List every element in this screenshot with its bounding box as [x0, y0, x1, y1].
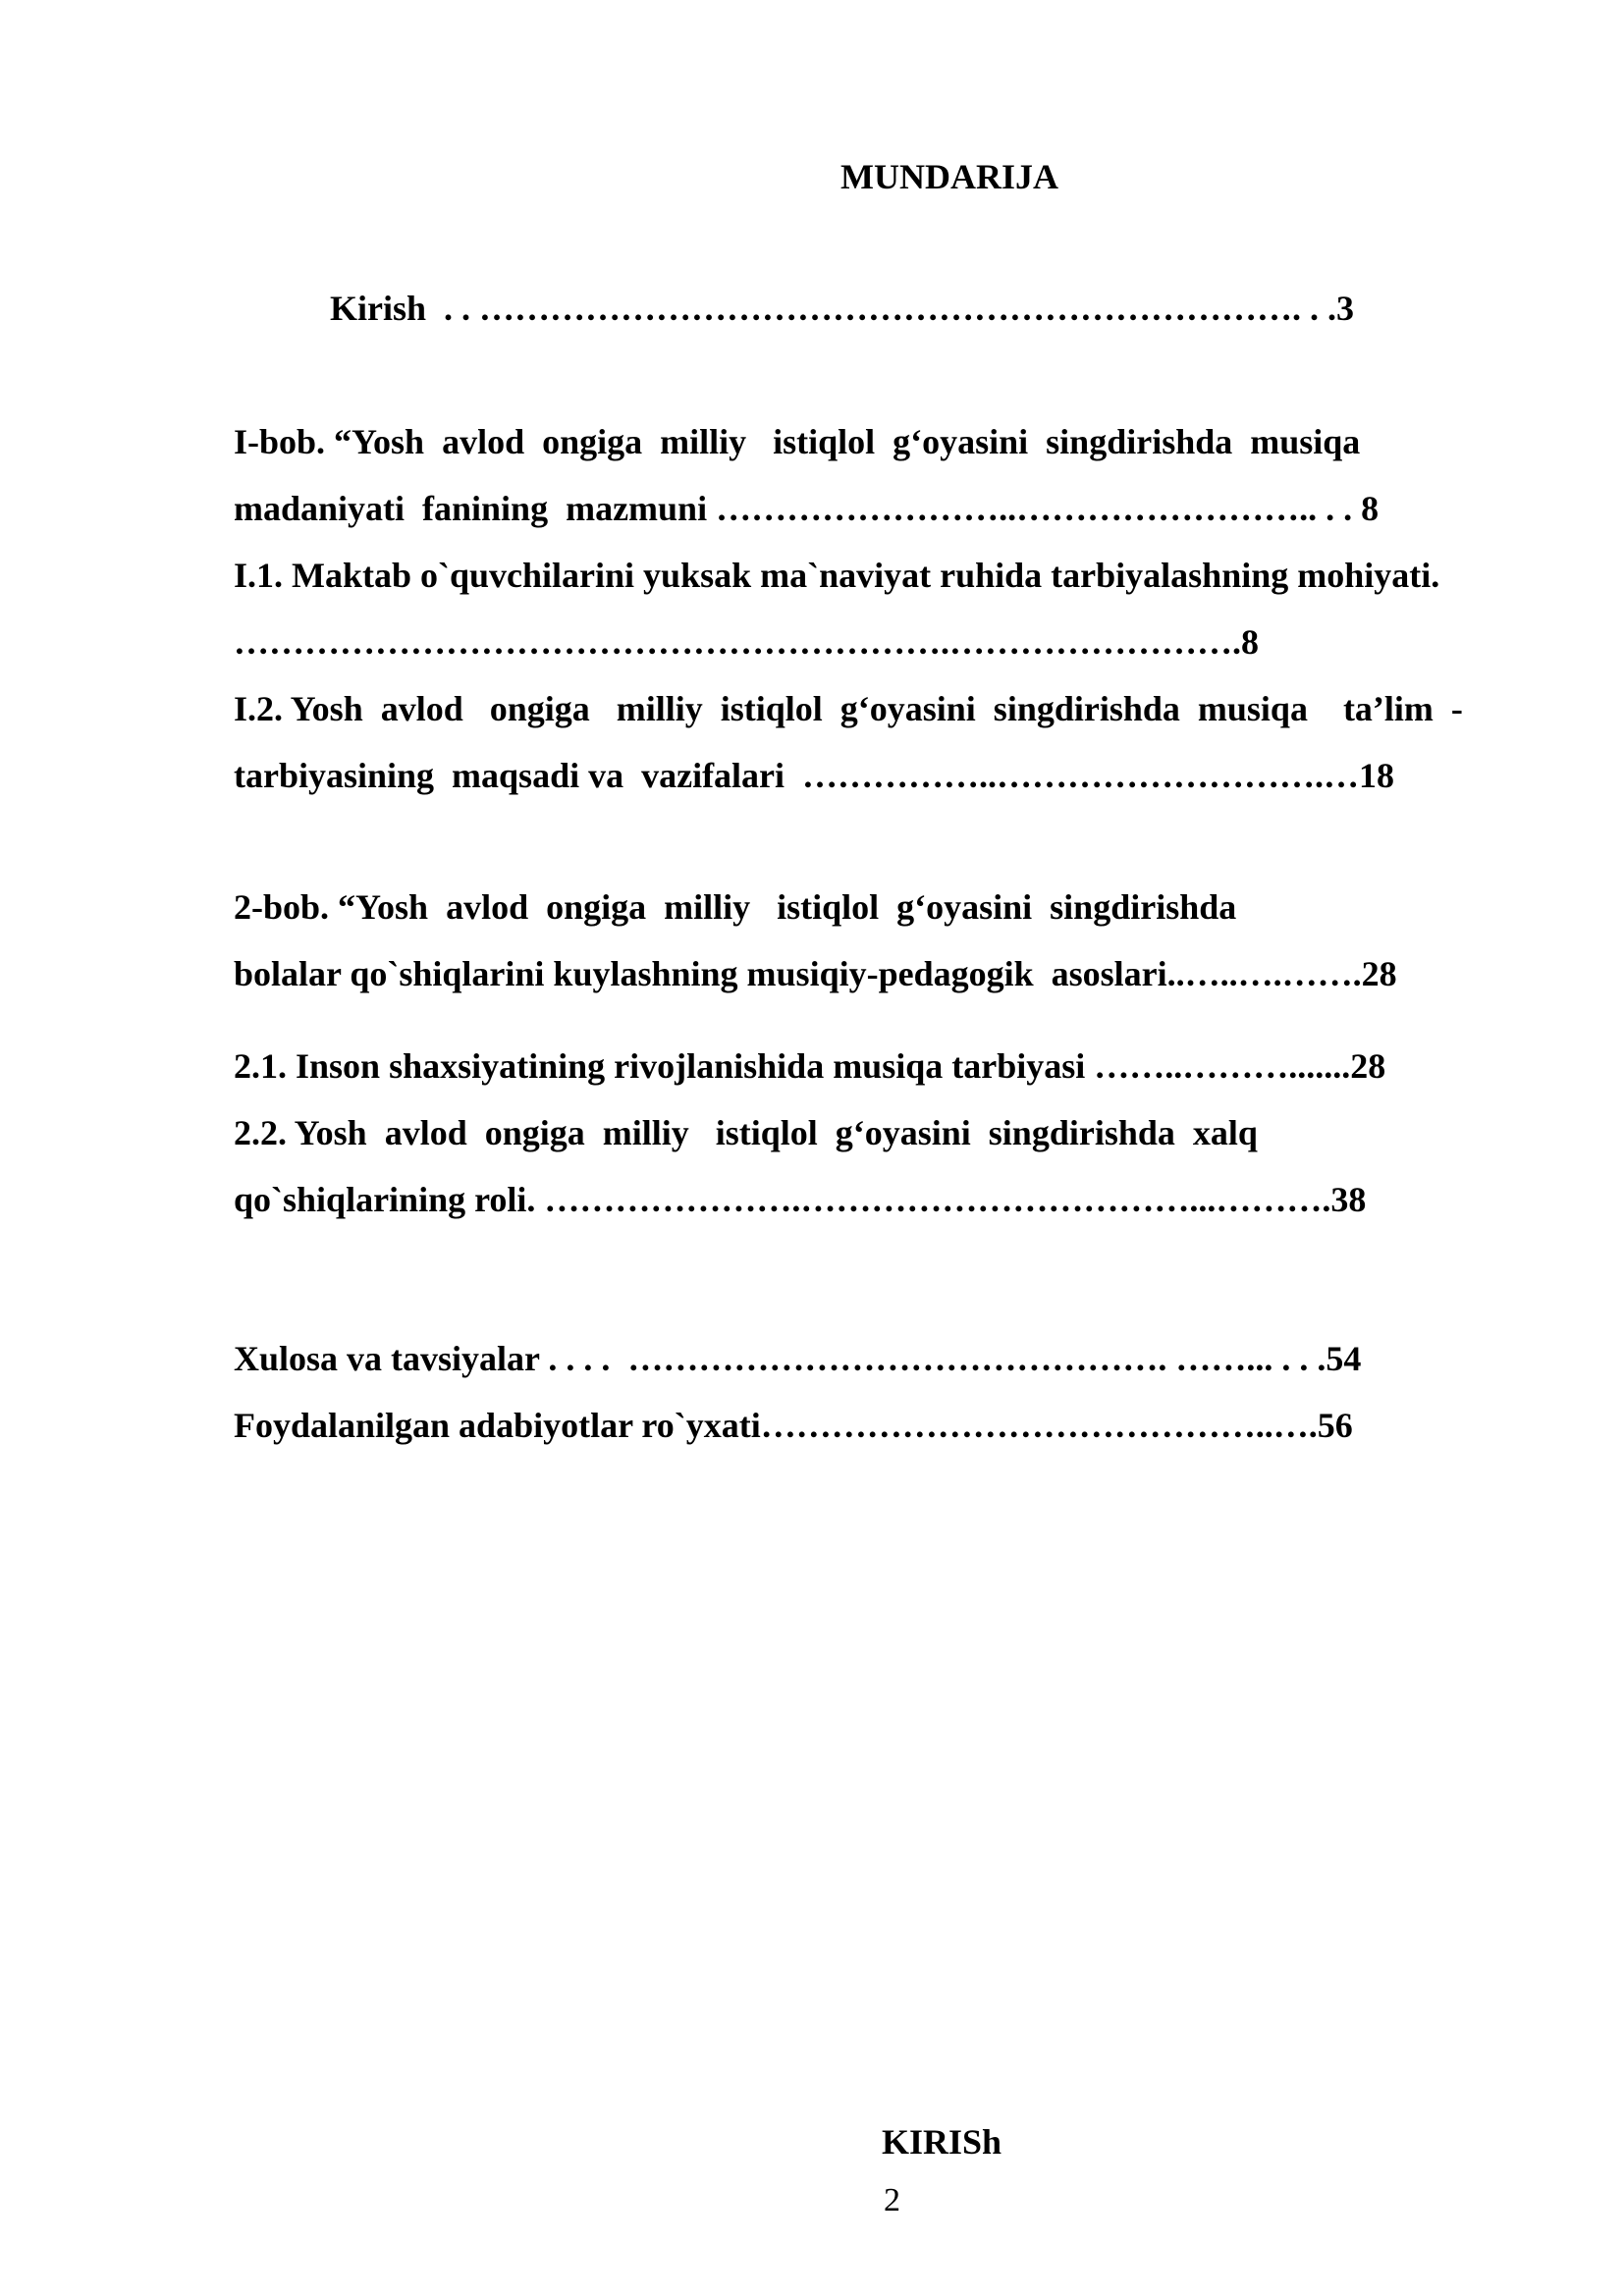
toc-entry-chapter-2-line-1: 2-bob. “Yosh avlod ongiga milliy istiqlol g‘oyasini singdirishda: [234, 887, 1237, 927]
toc-entry-section-1-2-line-1: I.2. Yosh avlod ongiga milliy istiqlol g‘oyasini singdirishda musiqa ta’lim -: [234, 689, 1463, 728]
toc-entry-intro: Kirish . . ……………………………………………………………. . .3: [330, 289, 1355, 328]
toc-entry-section-1-1-line-1: I.1. Maktab o`quvchilarini yuksak ma`naviyat ruhida tarbiyalashning mohiyati.: [234, 556, 1440, 595]
toc-entry-section-2-2-line-2: qo`shiqlarining roli. ………………….……………………………...……….38: [234, 1180, 1367, 1219]
toc-entry-section-1-1-line-2: …………………………………………………….…………………….8: [234, 622, 1259, 662]
toc-entry-section-2-2-line-1: 2.2. Yosh avlod ongiga milliy istiqlol g‘oyasini singdirishda xalq: [234, 1113, 1258, 1152]
toc-entry-chapter-1-line-1: I-bob. “Yosh avlod ongiga milliy istiqlol g‘oyasini singdirishda musiqa: [234, 422, 1361, 461]
toc-entry-conclusion: Xulosa va tavsiyalar . . . . ………………………………………. ……... . . .54: [234, 1339, 1362, 1378]
toc-entry-chapter-2-line-2: bolalar qo`shiqlarini kuylashning musiqiy-pedagogik asoslari..…..….…….28: [234, 954, 1397, 993]
toc-entry-chapter-1-line-2: madaniyati fanining mazmuni ……………………..…………………….. . . 8: [234, 489, 1380, 528]
page-title: MUNDARIJA: [840, 157, 1058, 196]
toc-entry-section-1-2-line-2: tarbiyasining maqsadi va vazifalari ……………..……………………….…18: [234, 756, 1395, 795]
next-section-heading: KIRISh: [882, 2122, 1002, 2162]
toc-entry-references: Foydalanilgan adabiyotlar ro`yxati……………………………………..….56: [234, 1406, 1353, 1445]
page-number: 2: [884, 2182, 900, 2218]
toc-entry-section-2-1: 2.1. Inson shaxsiyatining rivojlanishida musiqa tarbiyasi ……..……….......28: [234, 1046, 1386, 1086]
